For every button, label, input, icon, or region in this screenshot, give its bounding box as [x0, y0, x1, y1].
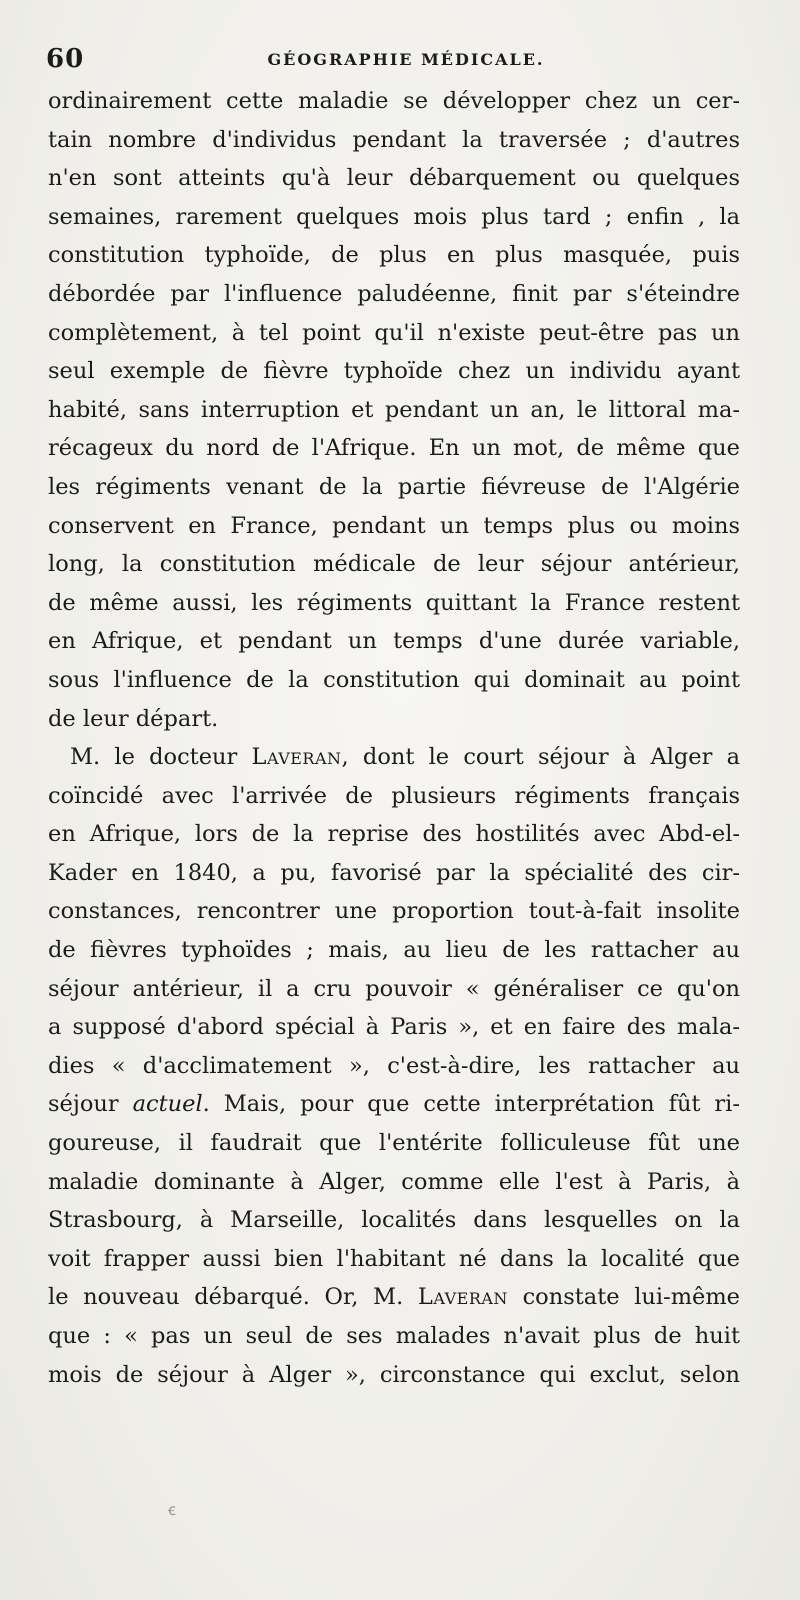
text-run: constate lui-même [507, 1284, 740, 1311]
text-line: long, la constitution médicale de leur séjour antérieur, [48, 551, 740, 578]
text-line: constitution typhoïde, de plus en plus masquée, puis [48, 242, 740, 269]
text-line: sous l'influence de la constitution qui dominait au point [48, 666, 740, 693]
text-line: seul exemple de fièvre typhoïde chez un individu ayant [48, 358, 740, 385]
text-line: Kader en 1840, a pu, favorisé par la spécialité des cir- [48, 859, 740, 886]
text-run: , dont le court séjour à Alger a [341, 744, 740, 771]
text-run: séjour [48, 1091, 133, 1118]
text-line: dies « d'acclimatement », c'est-à-dire, les rattacher au [48, 1052, 740, 1079]
text-line: mois de séjour à Alger », circonstance qui exclut, selon [48, 1361, 740, 1388]
text-line: récageux du nord de l'Afrique. En un mot, de même que [48, 435, 740, 462]
text-line: de même aussi, les régiments quittant la France restent [48, 589, 740, 616]
text-line: séjour antérieur, il a cru pouvoir « généraliser ce qu'on [48, 975, 740, 1002]
paragraph-2 [48, 738, 740, 1394]
text-line: voit frapper aussi bien l'habitant né dans la localité que [48, 1245, 740, 1272]
text-line: habité, sans interruption et pendant un an, le littoral ma- [48, 396, 740, 423]
author-name: Laveran [417, 1284, 508, 1311]
text-line [48, 1278, 740, 1317]
running-head: GÉOGRAPHIE MÉDICALE. [267, 50, 545, 69]
text-line: ordinairement cette maladie se développer chez un cer- [48, 88, 740, 114]
margin-mark: ꞓ [168, 1500, 176, 1519]
text-line: goureuse, il faudrait que l'entérite folliculeuse fût une [48, 1130, 740, 1157]
text-line: débordée par l'influence paludéenne, finit par s'éteindre [48, 280, 740, 307]
text-run: le nouveau débarqué. Or, M. [48, 1284, 418, 1311]
text-line: en Afrique, lors de la reprise des hostilités avec Abd-el- [48, 821, 740, 848]
text-line: que : « pas un seul de ses malades n'avait plus de huit [48, 1323, 740, 1349]
page-number: 60 [46, 44, 85, 74]
text-line: semaines, rarement quelques mois plus tard ; enfin , la [48, 203, 740, 230]
text-line: a supposé d'abord spécial à Paris », et en faire des mala- [48, 1014, 740, 1041]
text-line: conservent en France, pendant un temps plus ou moins [48, 512, 740, 539]
text-line: Strasbourg, à Marseille, localités dans lesquelles on la [48, 1207, 740, 1234]
italic-word: actuel [132, 1091, 203, 1118]
text-line: maladie dominante à Alger, comme elle l'est à Paris, à [48, 1168, 740, 1195]
paragraph-1 [48, 82, 740, 738]
text-line [48, 738, 740, 777]
text-run: M. le docteur [70, 744, 252, 771]
text-line: en Afrique, et pendant un temps d'une durée variable, [48, 628, 740, 655]
text-line: complètement, à tel point qu'il n'existe peut-être pas un [48, 319, 740, 346]
body-text [48, 82, 740, 1394]
text-line: de leur départ. [48, 705, 219, 732]
text-line: coïncidé avec l'arrivée de plusieurs régiments français [48, 782, 740, 809]
text-line: constances, rencontrer une proportion tout-à-fait insolite [48, 898, 740, 925]
text-line: les régiments venant de la partie fiévreuse de l'Algérie [48, 473, 740, 500]
text-run: . Mais, pour que cette interprétation fût ri- [202, 1091, 740, 1118]
text-line [48, 1085, 740, 1124]
text-line: n'en sont atteints qu'à leur débarquement ou quelques [48, 165, 740, 192]
author-name: Laveran [251, 744, 342, 771]
text-line: tain nombre d'individus pendant la traversée ; d'autres [48, 126, 740, 153]
page-header [46, 44, 746, 76]
text-line: de fièvres typhoïdes ; mais, au lieu de les rattacher au [48, 937, 740, 964]
